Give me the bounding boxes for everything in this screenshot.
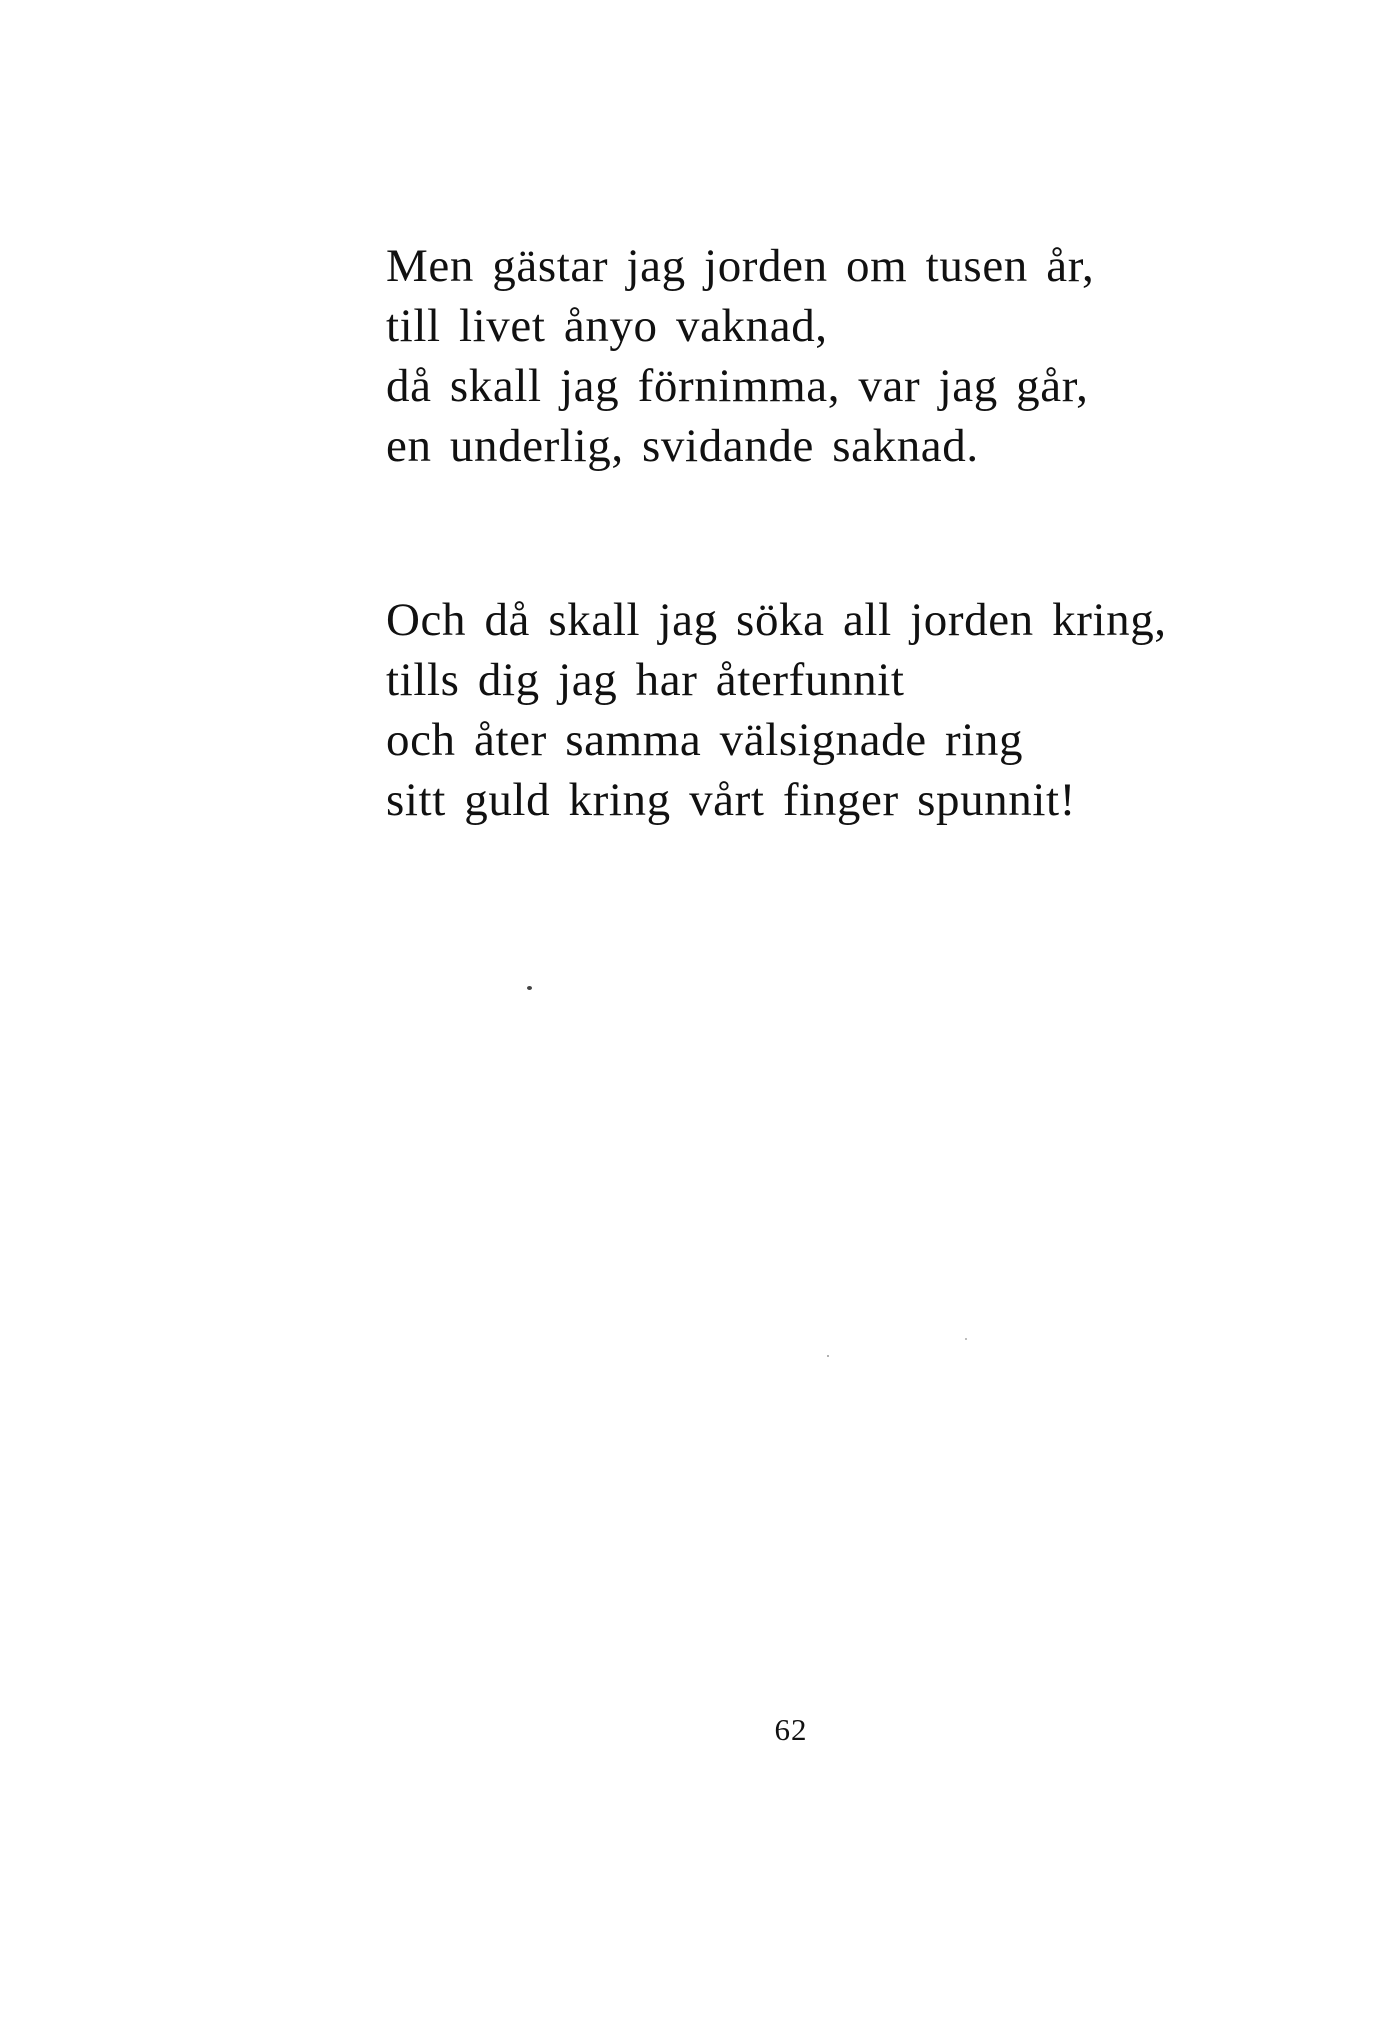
verse-line: Men gästar jag jorden om tusen år, bbox=[386, 240, 1095, 292]
verse-line: och åter samma välsignade ring bbox=[386, 714, 1024, 766]
verse-line: Och då skall jag söka all jorden kring, bbox=[386, 594, 1167, 646]
verse-line: sitt guld kring vårt finger spunnit! bbox=[386, 774, 1076, 826]
verse-line: en underlig, svidande saknad. bbox=[386, 420, 979, 472]
verse-line: tills dig jag har återfunnit bbox=[386, 654, 905, 706]
stanza-1 bbox=[386, 236, 1094, 476]
verse-line: till livet ånyo vaknad, bbox=[386, 300, 828, 352]
ink-speck bbox=[827, 1355, 829, 1357]
verse-line: då skall jag förnimma, var jag går, bbox=[386, 360, 1089, 412]
stanza-2 bbox=[386, 590, 1167, 830]
ink-speck bbox=[527, 986, 532, 990]
page-number: 62 bbox=[774, 1712, 808, 1747]
ink-speck bbox=[965, 1338, 967, 1340]
